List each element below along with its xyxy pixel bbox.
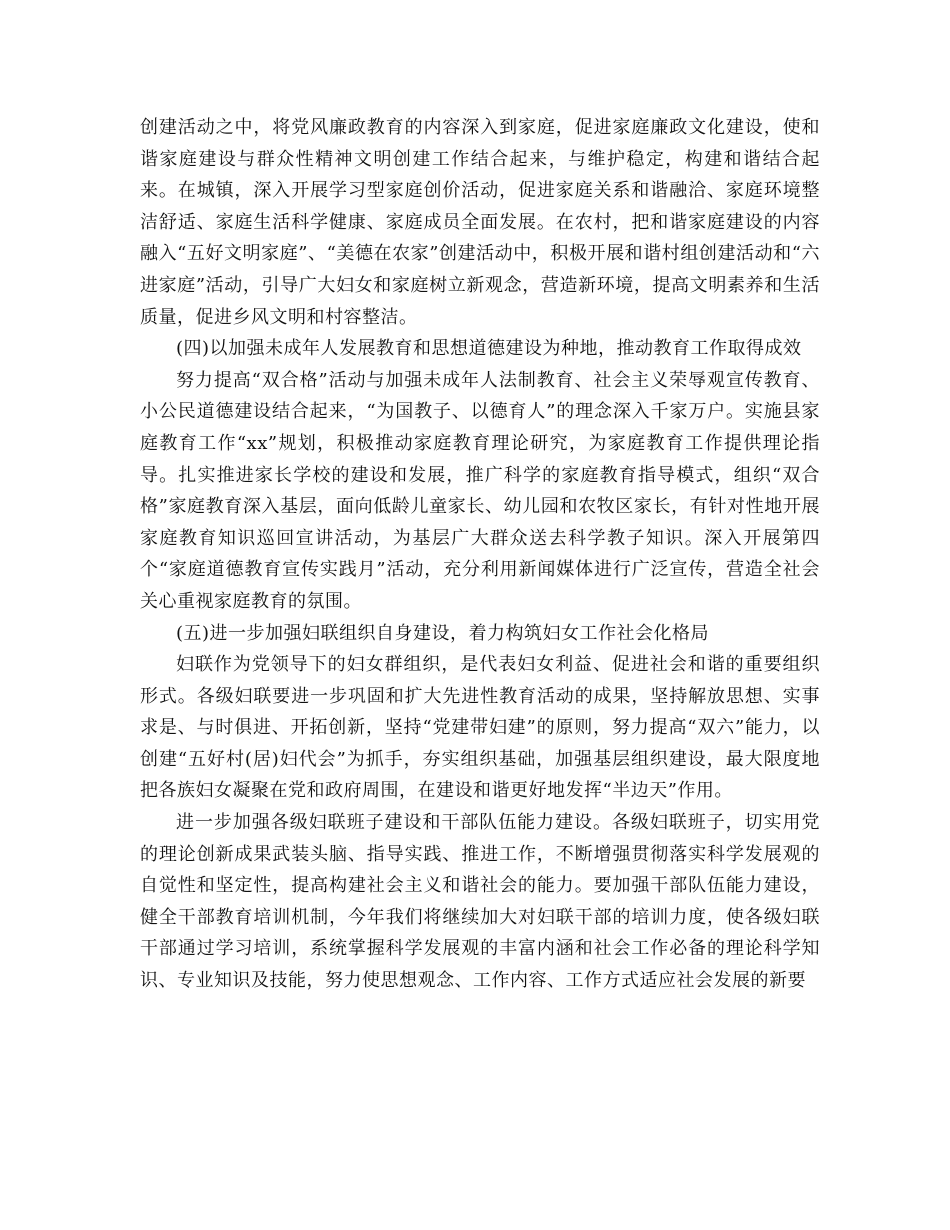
body-paragraph-2: 努力提高“双合格”活动与加强未成年人法制教育、社会主义荣辱观宣传教育、小公民道德建设结合起来，“为国教子、以德育人”的理念深入千家万户。实施县家庭教育工作“xx”规划，积极推动家庭教育理论研究，为家庭教育工作提供理论指导。扎实推进家长学校的建设和发展，推广科学的家庭教育指导模式，组织“双合格”家庭教育深入基层，面向低龄儿童家长、幼儿园和农牧区家长，有针对性地开展家庭教育知识巡回宣讲活动，为基层广大群众送去科学教子知识。深入开展第四个“家庭道德教育宣传实践月”活动，充分利用新闻媒体进行广泛宣传，营造全社会关心重视家庭教育的氛围。 [140,369,820,612]
body-paragraph-1: 创建活动之中，将党风廉政教育的内容深入到家庭，促进家庭廉政文化建设，使和谐家庭建设与群众性精神文明创建工作结合起来，与维护稳定，构建和谐结合起来。在城镇，深入开展学习型家庭创价活动，促进家庭关系和谐融洽、家庭环境整洁舒适、家庭生活科学健康、家庭成员全面发展。在农村，把和谐家庭建设的内容融入“五好文明家庭”、“美德在农家”创建活动中，积极开展和谐村组创建活动和“六进家庭”活动，引导广大妇女和家庭树立新观念，营造新环境，提高文明素养和生活质量，促进乡风文明和村容整洁。 [140,117,820,328]
body-paragraph-4: 进一步加强各级妇联班子建设和干部队伍能力建设。各级妇联班子，切实用党的理论创新成果武装头脑、指导实践、推进工作，不断增强贯彻落实科学发展观的自觉性和坚定性，提高构建社会主义和谐社会的能力。要加强干部队伍能力建设，健全干部教育培训机制，今年我们将继续加大对妇联干部的培训力度，使各级妇联干部通过学习培训，系统掌握科学发展观的丰富内涵和社会工作必备的理论科学知识、专业知识及技能，努力使思想观念、工作内容、工作方式适应社会发展的新要 [140,812,820,992]
section-heading-4: (四)以加强未成年人发展教育和思想道德建设为种地，推动教育工作取得成效 [176,338,802,360]
body-paragraph-3: 妇联作为党领导下的妇女群组织，是代表妇女利益、促进社会和谐的重要组织形式。各级妇联要进一步巩固和扩大先进性教育活动的成果，坚持解放思想、实事求是、与时俱进、开拓创新，坚持“党建带妇建”的原则，努力提高“双六”能力，以创建“五好村(居)妇代会”为抓手，夯实组织基础，加强基层组织建设，最大限度地把各族妇女凝聚在党和政府周围，在建设和谐更好地发挥“半边天”作用。 [140,654,820,802]
document-body [140,112,820,997]
section-heading-5: (五)进一步加强妇联组织自身建设，着力构筑妇女工作社会化格局 [176,622,710,644]
